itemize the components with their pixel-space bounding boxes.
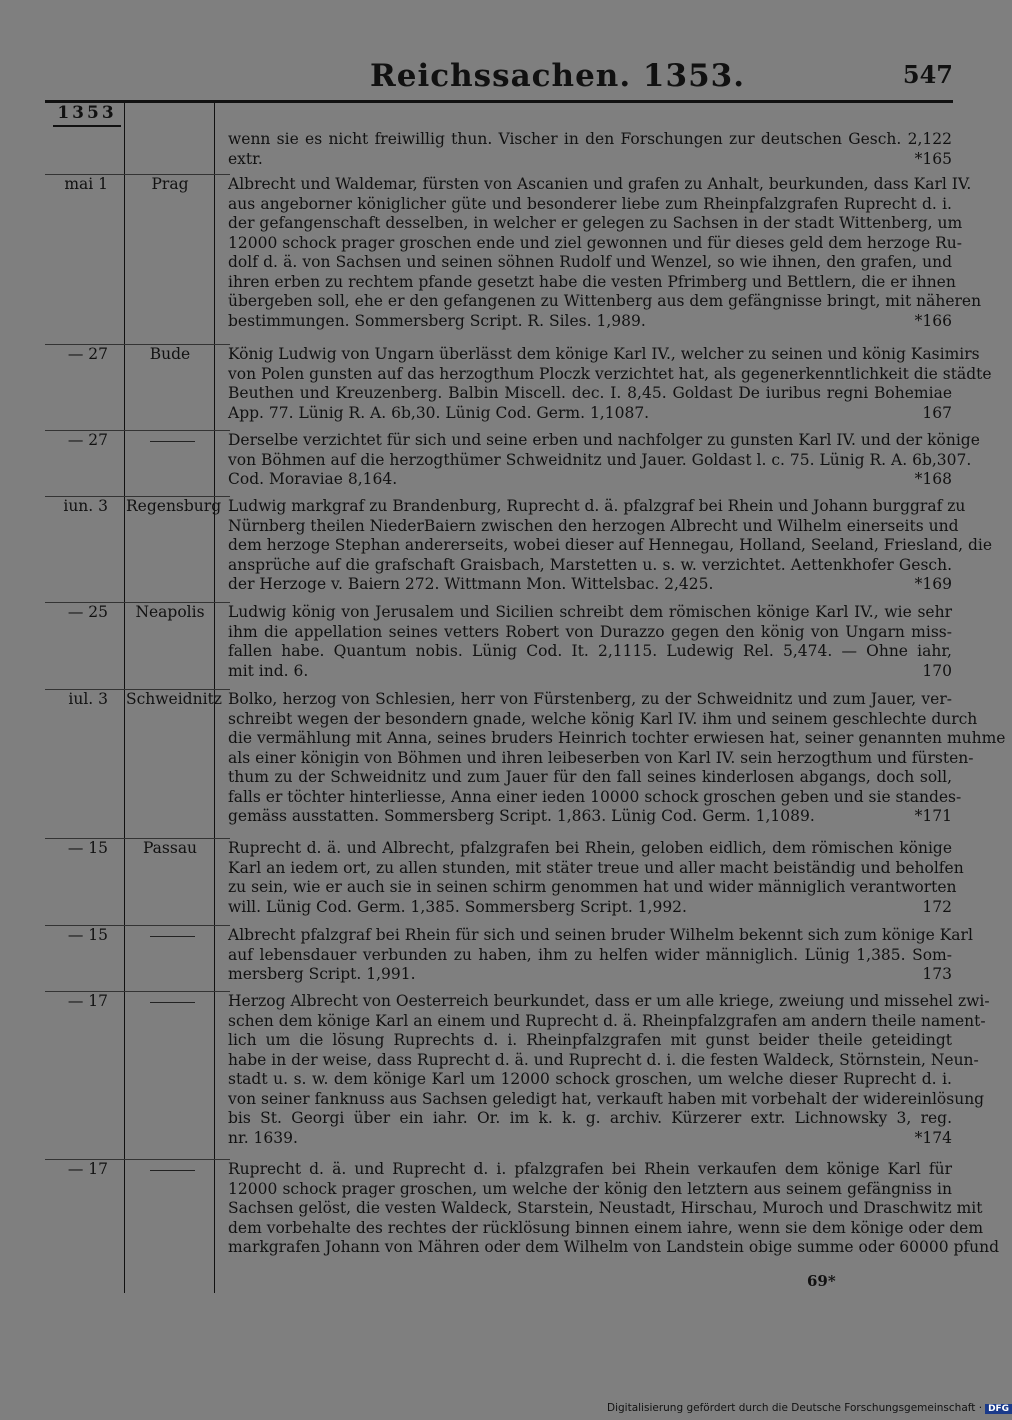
entry-number: *169 xyxy=(914,575,952,593)
entry-line-text: der gefangenschaft desselben, in welcher er gelegen zu Sachsen in der stadt Wittenberg, um xyxy=(228,214,963,232)
entry-date: — 17 xyxy=(67,992,108,1010)
entry-line-text: fallen habe. Quantum nobis. Lünig Cod. It. 2,1115. Ludewig Rel. 5,474. — Ohne iahr, xyxy=(228,642,952,660)
entry-line xyxy=(228,272,956,293)
entry-line-text: 12000 schock prager groschen, um welche der könig den letztern aus seinem gefängniss in xyxy=(228,1179,952,1198)
entry-date: mai 1 xyxy=(64,175,108,193)
entry-separator xyxy=(45,496,230,497)
entry-line xyxy=(228,1089,985,1110)
regest-entry xyxy=(228,926,973,985)
entry-date: — 15 xyxy=(67,926,108,944)
entry-line xyxy=(228,992,990,1012)
page-header xyxy=(0,58,1000,98)
entry-line xyxy=(228,384,952,404)
entry-line xyxy=(228,946,952,966)
entry-line xyxy=(228,312,952,332)
entry-line-text: thum zu der Schweidnitz und zum Jauer für den fall seines kinderlosen abgangs, doch soll, xyxy=(228,768,952,786)
entry-line xyxy=(228,516,959,537)
entry-line-text: bis St. Georgi über ein iahr. Or. im k. k. g. archiv. Kürzerer extr. Lichnowsky 3, reg. xyxy=(228,1109,952,1127)
dfg-logo: DFG xyxy=(985,1404,1012,1414)
entry-line-text: Cod. Moraviae 8,164. xyxy=(228,470,398,488)
entry-line xyxy=(228,1109,952,1129)
entry-line-text: dem herzoge Stephan andererseits, wobei dieser auf Hennegau, Holland, Seeland, Friesland, die xyxy=(228,536,993,554)
entry-line-text: stadt u. s. w. dem könige Karl um 12000 schock groschen, um welche dieser Ruprecht d. i. xyxy=(228,1070,952,1088)
same-place-dash xyxy=(150,441,195,442)
entry-line xyxy=(228,1199,983,1219)
entry-line-text: ansprüche auf die grafschaft Graisbach, Marstetten u. s. w. verzichtet. Aettenkhofer Gesch. xyxy=(228,555,952,574)
year-label: 1353 xyxy=(53,103,121,127)
entry-line-text: zu sein, wie er auch sie in seinen schirm genommen hat und wider männiglich verantworten xyxy=(228,878,957,896)
entry-line-text: von Polen gunsten auf das herzogthum Ploczk verzichtet hat, als gegenerkenntlichkeit die städte xyxy=(228,364,992,383)
entry-number: 167 xyxy=(922,403,952,422)
regest-entry xyxy=(228,992,990,1148)
entry-line-text: Ludwig markgraf zu Brandenburg, Ruprecht d. ä. pfalzgraf bei Rhein und Johann burggraf zu xyxy=(228,497,966,515)
footer-text: Digitalisierung gefördert durch die Deutsche Forschungsgemeinschaft · xyxy=(607,1402,983,1414)
entry-line-text: lich um die lösung Ruprechts d. i. Rheinpfalzgrafen mit gunst beider theile geteidingt xyxy=(228,1031,952,1049)
entry-line-text: übergeben soll, ehe er den gefangenen zu Wittenberg aus dem gefängnisse bringt, mit näheren xyxy=(228,292,982,310)
entry-line-text: auf lebensdauer verbunden zu haben, ihm zu helfen wider männiglich. Lünig 1,385. Som- xyxy=(228,945,952,964)
entry-line-text: wenn sie es nicht freiwillig thun. Vischer in den Forschungen zur deutschen Gesch. 2,122 xyxy=(228,130,952,148)
entry-number: *171 xyxy=(914,807,952,825)
entry-line xyxy=(228,787,962,808)
entry-line xyxy=(228,878,957,898)
entry-line-text: bestimmungen. Sommersberg Script. R. Siles. 1,989. xyxy=(228,311,646,330)
entry-line xyxy=(228,729,1006,749)
entry-line-text: Ruprecht d. ä. und Albrecht, pfalzgrafen bei Rhein, geloben eidlich, dem römischen könige xyxy=(228,839,952,857)
entry-line xyxy=(228,1031,952,1051)
entry-line-text: mit ind. 6. xyxy=(228,661,309,680)
entry-line xyxy=(228,233,962,254)
entry-line xyxy=(228,214,963,234)
entry-line xyxy=(228,253,952,273)
entry-line xyxy=(228,130,952,150)
entry-separator xyxy=(45,689,230,690)
entry-line-text: Karl an iedem ort, zu allen stunden, mit stäter treue und aller macht beiständig und beholfen xyxy=(228,858,964,877)
entry-line-text: extr. xyxy=(228,149,263,168)
entry-line xyxy=(228,623,952,643)
entry-separator xyxy=(45,838,230,839)
entry-separator xyxy=(45,174,230,175)
entry-line xyxy=(228,292,982,312)
entry-line xyxy=(228,898,952,918)
entry-line-text: App. 77. Lünig R. A. 6b,30. Lünig Cod. Germ. 1,1087. xyxy=(228,403,650,422)
entry-line-text: der Herzoge v. Baiern 272. Wittmann Mon. Wittelsbac. 2,425. xyxy=(228,575,714,593)
entry-line-text: aus angeborner königlicher güte und besonderer liebe zum Rheinpfalzgrafen Ruprecht d. i. xyxy=(228,194,952,213)
entry-separator xyxy=(45,602,230,603)
entry-line-text: falls er töchter hinterliesse, Anna einer ieden 10000 schock groschen geben und sie standes- xyxy=(228,787,962,806)
column-divider-date xyxy=(124,103,125,1293)
entry-line-text: schreibt wegen der besondern gnade, welche könig Karl IV. ihm und seinem geschlechte durch xyxy=(228,709,978,728)
entry-date: iun. 3 xyxy=(63,497,108,515)
entry-place: Prag xyxy=(151,175,189,193)
entry-line xyxy=(228,603,952,623)
regest-entry xyxy=(228,690,1006,827)
entry-line-text: nr. 1639. xyxy=(228,1128,298,1147)
entry-line xyxy=(228,556,952,576)
entry-line-text: Sachsen gelöst, die vesten Waldeck, Starstein, Neustadt, Hirschau, Muroch und Draschwitz mit xyxy=(228,1199,983,1217)
entry-line-text: Nürnberg theilen NiederBaiern zwischen den herzogen Albrecht und Wilhelm einerseits und xyxy=(228,516,959,535)
entry-line-text: mersberg Script. 1,991. xyxy=(228,965,416,983)
entry-number: *165 xyxy=(914,149,952,168)
entry-line xyxy=(228,575,952,595)
entry-number: 172 xyxy=(922,897,952,916)
entry-line-text: Bolko, herzog von Schlesien, herr von Fürstenberg, zu der Schweidnitz und zum Jauer, ver- xyxy=(228,690,952,708)
entry-line xyxy=(228,364,992,385)
entry-line xyxy=(228,690,952,710)
entry-separator xyxy=(45,1159,230,1160)
entry-line xyxy=(228,1070,952,1090)
entry-line xyxy=(228,536,993,556)
entry-date: iul. 3 xyxy=(68,690,108,708)
entry-line-text: König Ludwig von Ungarn überlässt dem könige Karl IV., welcher zu seinen und könig Kasimirs xyxy=(228,345,980,363)
entry-line xyxy=(228,431,980,451)
same-place-dash xyxy=(150,1170,195,1171)
entry-separator xyxy=(45,925,230,926)
entry-line xyxy=(228,662,952,682)
entry-line xyxy=(228,768,952,788)
entry-date: — 15 xyxy=(67,839,108,857)
entry-number: *166 xyxy=(914,311,952,330)
entry-line xyxy=(228,748,974,769)
entry-line xyxy=(228,150,952,170)
entry-line-text: dolf d. ä. von Sachsen und seinen söhnen Rudolf und Wenzel, so wie ihnen, den grafen, und xyxy=(228,253,952,271)
regest-entry xyxy=(228,175,982,331)
entry-line xyxy=(228,345,980,365)
entry-line-text: markgrafen Johann von Mähren oder dem Wilhelm von Landstein obige summe oder 60000 pfund xyxy=(228,1238,1000,1256)
regest-entry xyxy=(228,603,952,681)
entry-line-text: gemäss ausstatten. Sommersberg Script. 1,863. Lünig Cod. Germ. 1,1089. xyxy=(228,807,815,825)
regest-entry xyxy=(228,345,992,423)
entry-line xyxy=(228,1238,1000,1258)
entry-line xyxy=(228,1160,952,1180)
entry-line-text: 12000 schock prager groschen ende und ziel gewonnen und für dieses geld dem herzoge Ru- xyxy=(228,233,962,252)
entry-line-text: habe in der weise, dass Ruprecht d. ä. und Ruprecht d. i. die festen Waldeck, Störnstein, Neun- xyxy=(228,1050,979,1069)
entry-line xyxy=(228,965,952,985)
entry-line-text: Albrecht und Waldemar, fürsten von Ascanien und grafen zu Anhalt, beurkunden, dass Karl IV. xyxy=(228,175,972,193)
entry-date: — 27 xyxy=(67,345,108,363)
entry-date: — 17 xyxy=(67,1160,108,1178)
entry-line xyxy=(228,839,952,859)
entry-line-text: von Böhmen auf die herzogthümer Schweidnitz und Jauer. Goldast l. c. 75. Lünig R. A. 6b,307. xyxy=(228,450,972,469)
entry-place: Bude xyxy=(149,345,191,363)
entry-line xyxy=(228,807,952,827)
entry-line-text: als einer königin von Böhmen und ihren leibeserben von Karl IV. sein herzogthum und fürsten- xyxy=(228,748,974,767)
entry-line xyxy=(228,175,972,195)
entry-line xyxy=(228,404,952,424)
regest-entry xyxy=(228,130,952,169)
regest-entry xyxy=(228,497,993,595)
header-rule xyxy=(45,100,953,103)
regest-entry xyxy=(228,1160,1000,1258)
entry-line-text: Albrecht pfalzgraf bei Rhein für sich und seinen bruder Wilhelm bekennt sich zum könige Karl xyxy=(228,926,973,944)
entry-line-text: Herzog Albrecht von Oesterreich beurkundet, dass er um alle kriege, zweiung und missehel zwi- xyxy=(228,992,990,1010)
entry-line xyxy=(228,1218,984,1239)
entry-line xyxy=(228,1180,952,1200)
sheet-signature: 69* xyxy=(807,1272,836,1290)
entry-place: Regensburg xyxy=(126,497,222,515)
entry-separator xyxy=(45,991,230,992)
same-place-dash xyxy=(150,936,195,937)
entry-line xyxy=(228,1050,979,1071)
entry-line xyxy=(228,450,972,471)
entry-line-text: von seiner fanknuss aus Sachsen geledigt hat, verkauft haben mit vorbehalt der widereinlösung xyxy=(228,1089,985,1108)
regest-entry xyxy=(228,431,980,490)
footer-credit xyxy=(607,1402,1012,1414)
entry-line-text: die vermählung mit Anna, seines bruders Heinrich tochter erwiesen hat, seiner genannten muhme xyxy=(228,729,1006,747)
entry-place: Neapolis xyxy=(135,603,205,621)
entry-line-text: Ruprecht d. ä. und Ruprecht d. i. pfalzgrafen bei Rhein verkaufen dem könige Karl für xyxy=(228,1160,952,1178)
entry-separator xyxy=(45,344,230,345)
entry-line xyxy=(228,858,964,879)
entry-line xyxy=(228,470,952,490)
entry-line xyxy=(228,497,966,517)
entry-line-text: dem vorbehalte des rechtes der rücklösung binnen einem iahre, wenn sie dem könige oder dem xyxy=(228,1218,984,1237)
entry-line-text: will. Lünig Cod. Germ. 1,385. Sommersberg Script. 1,992. xyxy=(228,897,687,916)
entry-line xyxy=(228,1011,986,1032)
same-place-dash xyxy=(150,1002,195,1003)
entry-number: *174 xyxy=(914,1128,952,1147)
entry-place: Schweidnitz xyxy=(126,690,222,708)
entry-number: 170 xyxy=(922,661,952,680)
entry-number: 173 xyxy=(922,965,952,983)
entry-line-text: schen dem könige Karl an einem und Ruprecht d. ä. Rheinpfalzgrafen am andern theile nament- xyxy=(228,1011,986,1030)
entry-place: Passau xyxy=(142,839,198,857)
entry-line-text: Derselbe verzichtet für sich und seine erben und nachfolger zu gunsten Karl IV. und der könige xyxy=(228,431,980,449)
entry-date: — 25 xyxy=(67,603,108,621)
regest-entry xyxy=(228,839,964,917)
entry-line xyxy=(228,926,973,946)
entry-date: — 27 xyxy=(67,431,108,449)
entry-line xyxy=(228,195,952,215)
entry-line xyxy=(228,642,952,662)
entry-line-text: Beuthen und Kreuzenberg. Balbin Miscell. dec. I. 8,45. Goldast De iuribus regni Bohemiae xyxy=(228,384,952,402)
entry-separator xyxy=(45,430,230,431)
entry-line-text: ihm die appellation seines vetters Robert von Durazzo gegen den könig von Ungarn miss- xyxy=(228,622,952,641)
page-title: Reichssachen. 1353. xyxy=(370,58,746,94)
entry-line-text: ihren erben zu rechtem pfande gesetzt habe die vesten Pfrimberg und Bettlern, die er ihnen xyxy=(228,272,956,291)
entry-line xyxy=(228,1129,952,1149)
entry-line xyxy=(228,709,978,730)
page-number: 547 xyxy=(902,60,953,89)
entry-line-text: Ludwig könig von Jerusalem und Sicilien schreibt dem römischen könige Karl IV., wie sehr xyxy=(228,603,952,621)
entry-number: *168 xyxy=(914,470,952,488)
